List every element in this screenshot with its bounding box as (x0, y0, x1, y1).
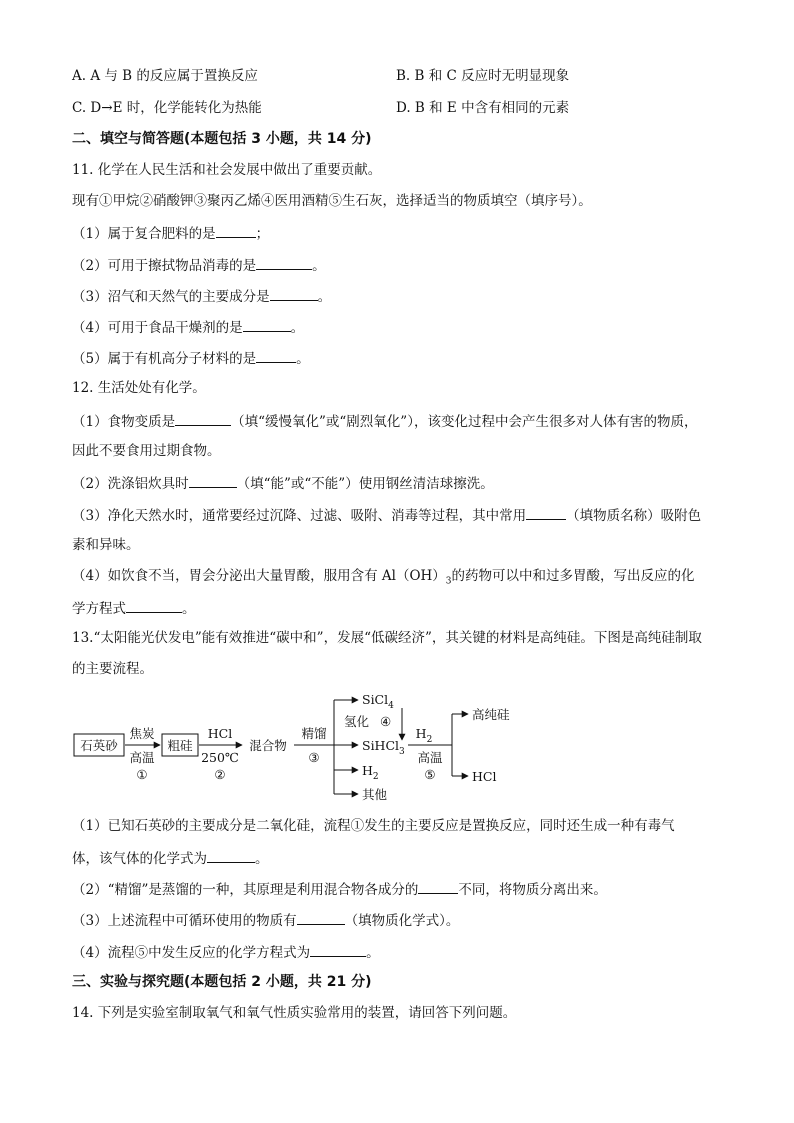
answer-blank[interactable] (216, 223, 256, 238)
answer-blank[interactable] (418, 879, 458, 894)
answer-blank[interactable] (126, 598, 182, 613)
crude-silicon-label: 粗硅 (167, 738, 193, 753)
option-a: A. A 与 B 的反应属于置换反应 (72, 68, 258, 84)
answer-blank[interactable] (270, 286, 318, 301)
q13-part3: （3）上述流程中可循环使用的物质有 （填物质化学式）。 (72, 910, 459, 930)
answer-blank[interactable] (207, 848, 255, 863)
step1-number: ① (136, 767, 148, 782)
section2-title: 二、填空与简答题(本题包括 3 小题，共 14 分) (72, 131, 372, 147)
step1-condition: 高温 (129, 750, 155, 765)
step2-condition: 250℃ (201, 750, 239, 765)
mixture-label: 混合物 (249, 738, 287, 753)
answer-blank[interactable] (256, 348, 296, 363)
answer-blank[interactable] (256, 255, 312, 270)
step5-reagent: $H_2$ (415, 726, 433, 745)
quartz-sand-label: 石英砂 (80, 738, 118, 753)
section3-title: 三、实验与探究题(本题包括 2 小题，共 21 分) (72, 974, 372, 990)
sicl4-label: SiCl$_4$ (362, 692, 394, 711)
answer-blank[interactable] (189, 473, 237, 488)
q11-part1: （1）属于复合肥料的是 ； (72, 223, 269, 243)
answer-blank[interactable] (310, 942, 366, 957)
q13-part1-cont: 体，该气体的化学式为 。 (72, 848, 269, 868)
q11-part3: （3）沼气和天然气的主要成分是 。 (72, 286, 331, 306)
q13-stem: 13.“太阳能光伏发电”能有效推进“碳中和”，发展“低碳经济”，其关键的材料是高纯硅。下图是高纯硅制取 (72, 630, 702, 646)
q11-part2: （2）可用于擦拭物品消毒的是 。 (72, 255, 326, 275)
option-c: C. D→E 时，化学能转化为热能 (72, 100, 262, 116)
answer-blank[interactable] (526, 505, 566, 520)
option-b: B. B 和 C 反应时无明显现象 (396, 68, 570, 84)
silicon-process-flow-diagram (72, 688, 532, 806)
q12-part1: （1）食物变质是 （填“缓慢氧化”或“剧烈氧化”），该变化过程中会产生很多对人体有害的物质， (72, 411, 697, 431)
q12-part2: （2）洗涤铝炊具时 （填“能”或“不能”）使用钢丝清洁球擦洗。 (72, 473, 494, 493)
step3-number: ③ (308, 750, 320, 765)
answer-blank[interactable] (243, 317, 291, 332)
answer-blank[interactable] (297, 910, 345, 925)
step5-number: ⑤ (424, 767, 436, 782)
q14-stem: 14. 下列是实验室制取氧气和氧气性质实验常用的装置，请回答下列问题。 (72, 1005, 517, 1021)
q13-stem-cont: 的主要流程。 (72, 661, 153, 677)
q13-part2: （2）“精馏”是蒸馏的一种，其原理是利用混合物各成分的 不同，将物质分离出来。 (72, 879, 607, 899)
q12-part4: （4）如饮食不当，胃会分泌出大量胃酸，服用含有 $Al(OH)_3$的药物可以中和过多胃酸，写出反应的化 (72, 568, 695, 587)
pure-silicon-label: 高纯硅 (472, 707, 510, 722)
q12-part1-cont: 因此不要食用过期食物。 (72, 443, 221, 459)
q13-part1: （1）已知石英砂的主要成分是二氧化硅，流程①发生的主要反应是置换反应，同时还生成一种有毒气 (72, 818, 675, 834)
option-d: D. B 和 E 中含有相同的元素 (396, 100, 570, 116)
q13-part4: （4）流程⑤中发生反应的化学方程式为 。 (72, 942, 380, 962)
q11-stem: 11. 化学在人民生活和社会发展中做出了重要贡献。 (72, 162, 382, 178)
q11-intro: 现有①甲烷②硝酸钾③聚丙乙烯④医用酒精⑤生石灰，选择适当的物质填空（填序号）。 (72, 193, 592, 209)
q12-part3: （3）净化天然水时，通常要经过沉降、过滤、吸附、消毒等过程，其中常用 （填物质名称）吸附色 (72, 505, 701, 525)
sihcl3-label: SiHCl$_3$ (362, 738, 405, 757)
q11-part5: （5）属于有机高分子材料的是 。 (72, 348, 310, 368)
other-label: 其他 (362, 787, 388, 802)
answer-blank[interactable] (175, 411, 231, 426)
step3-process: 精馏 (301, 726, 327, 741)
hcl-product-label: HCl (472, 769, 497, 784)
q11-part4: （4）可用于食品干燥剂的是 。 (72, 317, 304, 337)
q12-part3-cont: 素和异味。 (72, 537, 140, 553)
q12-stem: 12. 生活处处有化学。 (72, 380, 206, 396)
step4-number: ④ (380, 714, 392, 729)
step5-condition: 高温 (417, 750, 443, 765)
step4-label: 氢化 (344, 714, 370, 729)
step1-reagent: 焦炭 (129, 726, 155, 741)
h2-label: $H_2$ (362, 763, 379, 782)
q12-part4-cont: 学方程式 。 (72, 598, 196, 618)
step2-number: ② (214, 767, 226, 782)
step2-reagent: HCl (207, 726, 233, 741)
